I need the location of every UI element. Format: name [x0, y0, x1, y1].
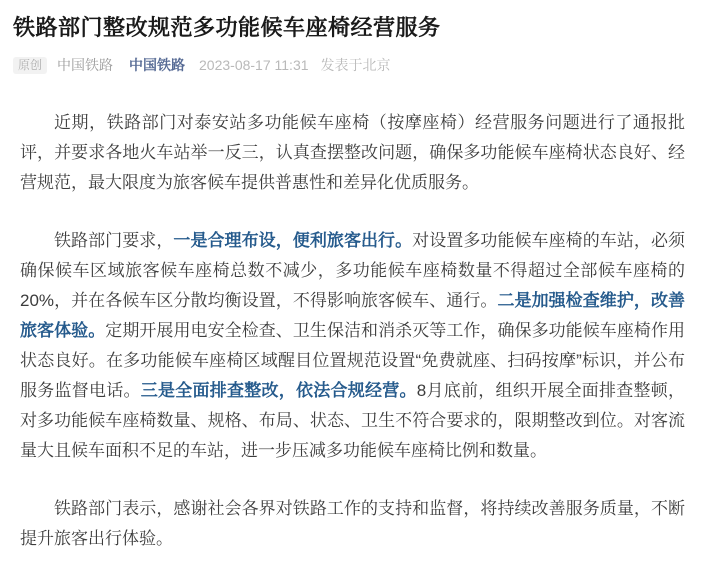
text-segment: 铁路部门要求， [54, 231, 174, 250]
paragraph [20, 226, 685, 466]
emphasis-text-segment: 一是合理布设，便利旅客出行。 [173, 231, 413, 250]
text-segment: 对设置多功能候车座椅的车站，必须确保候车区域旅客候车座椅总数不减少，多功能候车座椅数量不得超过全部候车座椅的20%，并在各候车区分散均衡设置，不得影响旅客候车、通行。 [20, 231, 686, 310]
paragraph [20, 494, 685, 554]
text-segment: 8月底前，组织开展全面排查整顿，对多功能候车座椅数量、规格、布局、状态、卫生不符合要求的，限期整改到位。对客流量大且候车面积不足的车站，进一步压减多功能候车座椅比例和数量。 [20, 381, 685, 460]
emphasis-text-segment: 三是全面排查整改，依法合规经营。 [140, 381, 417, 400]
text-segment: 近期，铁路部门对泰安站多功能候车座椅（按摩座椅）经营服务问题进行了通报批评，并要求各地火车站举一反三，认真查摆整改问题，确保多功能候车座椅状态良好、经营规范，最大限度为旅客候车提供普惠性和差异化优质服务。 [20, 113, 685, 192]
account-link[interactable]: 中国铁路 [129, 57, 186, 73]
paragraph [20, 108, 685, 198]
byline [13, 55, 692, 75]
publish-datetime: 2023-08-17 11:31 [199, 57, 309, 73]
original-badge: 原创 [13, 57, 47, 74]
emphasis-text-segment: 二是加强检查维护，改善旅客体验。 [20, 291, 686, 340]
author-name: 中国铁路 [57, 57, 114, 73]
text-segment: 定期开展用电安全检查、卫生保洁和消杀灭等工作，确保多功能候车座椅作用状态良好。在多功能候车座椅区域醒目位置规范设置“免费就座、扫码按摩”标识，并公布服务监督电话。 [20, 321, 686, 400]
publish-location: 发表于北京 [320, 57, 391, 73]
text-segment: 铁路部门表示，感谢社会各界对铁路工作的支持和监督，将持续改善服务质量，不断提升旅客出行体验。 [20, 499, 685, 548]
article-title: 铁路部门整改规范多功能候车座椅经营服务 [13, 15, 441, 40]
article-body [20, 108, 685, 554]
